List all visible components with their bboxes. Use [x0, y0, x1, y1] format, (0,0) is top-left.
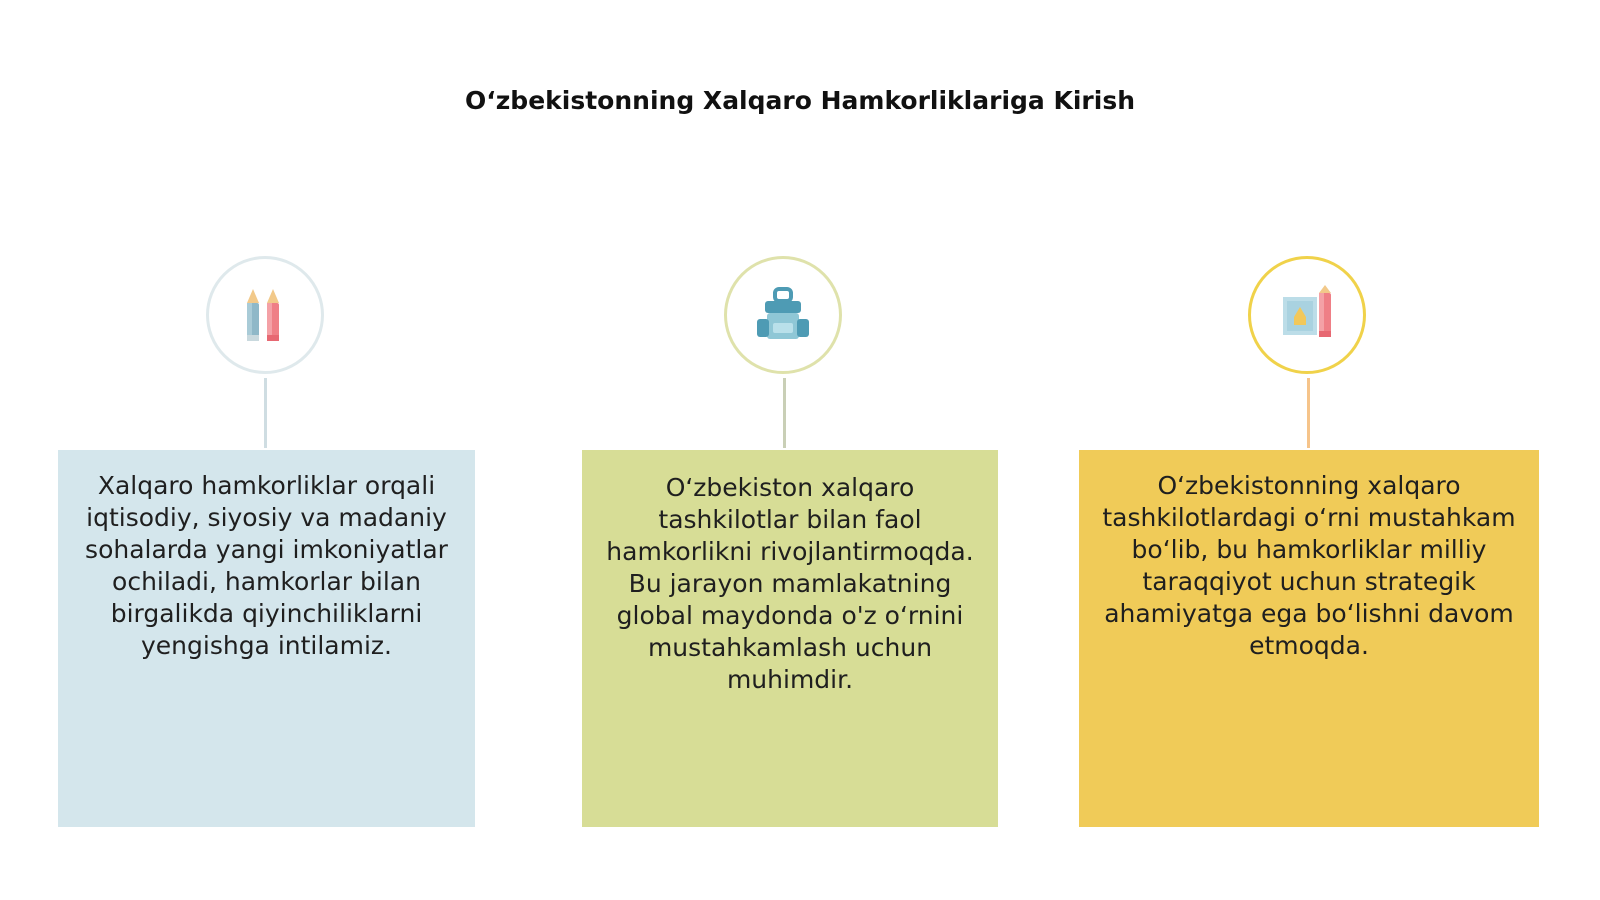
card-2-text: O‘zbekiston xalqaro tashkilotlar bilan faol hamkorlikni rivojlantirmoqda. Bu jarayon mamlakatning global maydonda o'z o‘rnini mustahkamlash uchun muhimdir.	[606, 473, 974, 694]
card-3-text: O‘zbekistonning xalqaro tashkilotlardagi o‘rni mustahkam bo‘lib, bu hamkorliklar milliy taraqqiyot uchun strategik ahamiyatga ega bo‘lishni davom etmoqda.	[1102, 471, 1516, 660]
connector-line-2	[783, 378, 786, 448]
card-3	[1079, 450, 1539, 827]
drawing-icon	[1275, 283, 1339, 347]
icon-circle-1	[206, 256, 324, 374]
card-2	[582, 450, 998, 827]
connector-line-3	[1307, 378, 1310, 448]
connector-line-1	[264, 378, 267, 448]
card-1	[58, 450, 475, 827]
backpack-icon	[751, 283, 815, 347]
slide-title: O‘zbekistonning Xalqaro Hamkorliklariga Kirish	[465, 86, 1135, 115]
card-1-text: Xalqaro hamkorliklar orqali iqtisodiy, siyosiy va madaniy sohalarda yangi imkoniyatlar ochiladi, hamkorlar bilan birgalikda qiyinchiliklarni yengishga intilamiz.	[85, 471, 448, 660]
icon-circle-2	[724, 256, 842, 374]
icon-circle-3	[1248, 256, 1366, 374]
pencils-icon	[235, 283, 295, 347]
